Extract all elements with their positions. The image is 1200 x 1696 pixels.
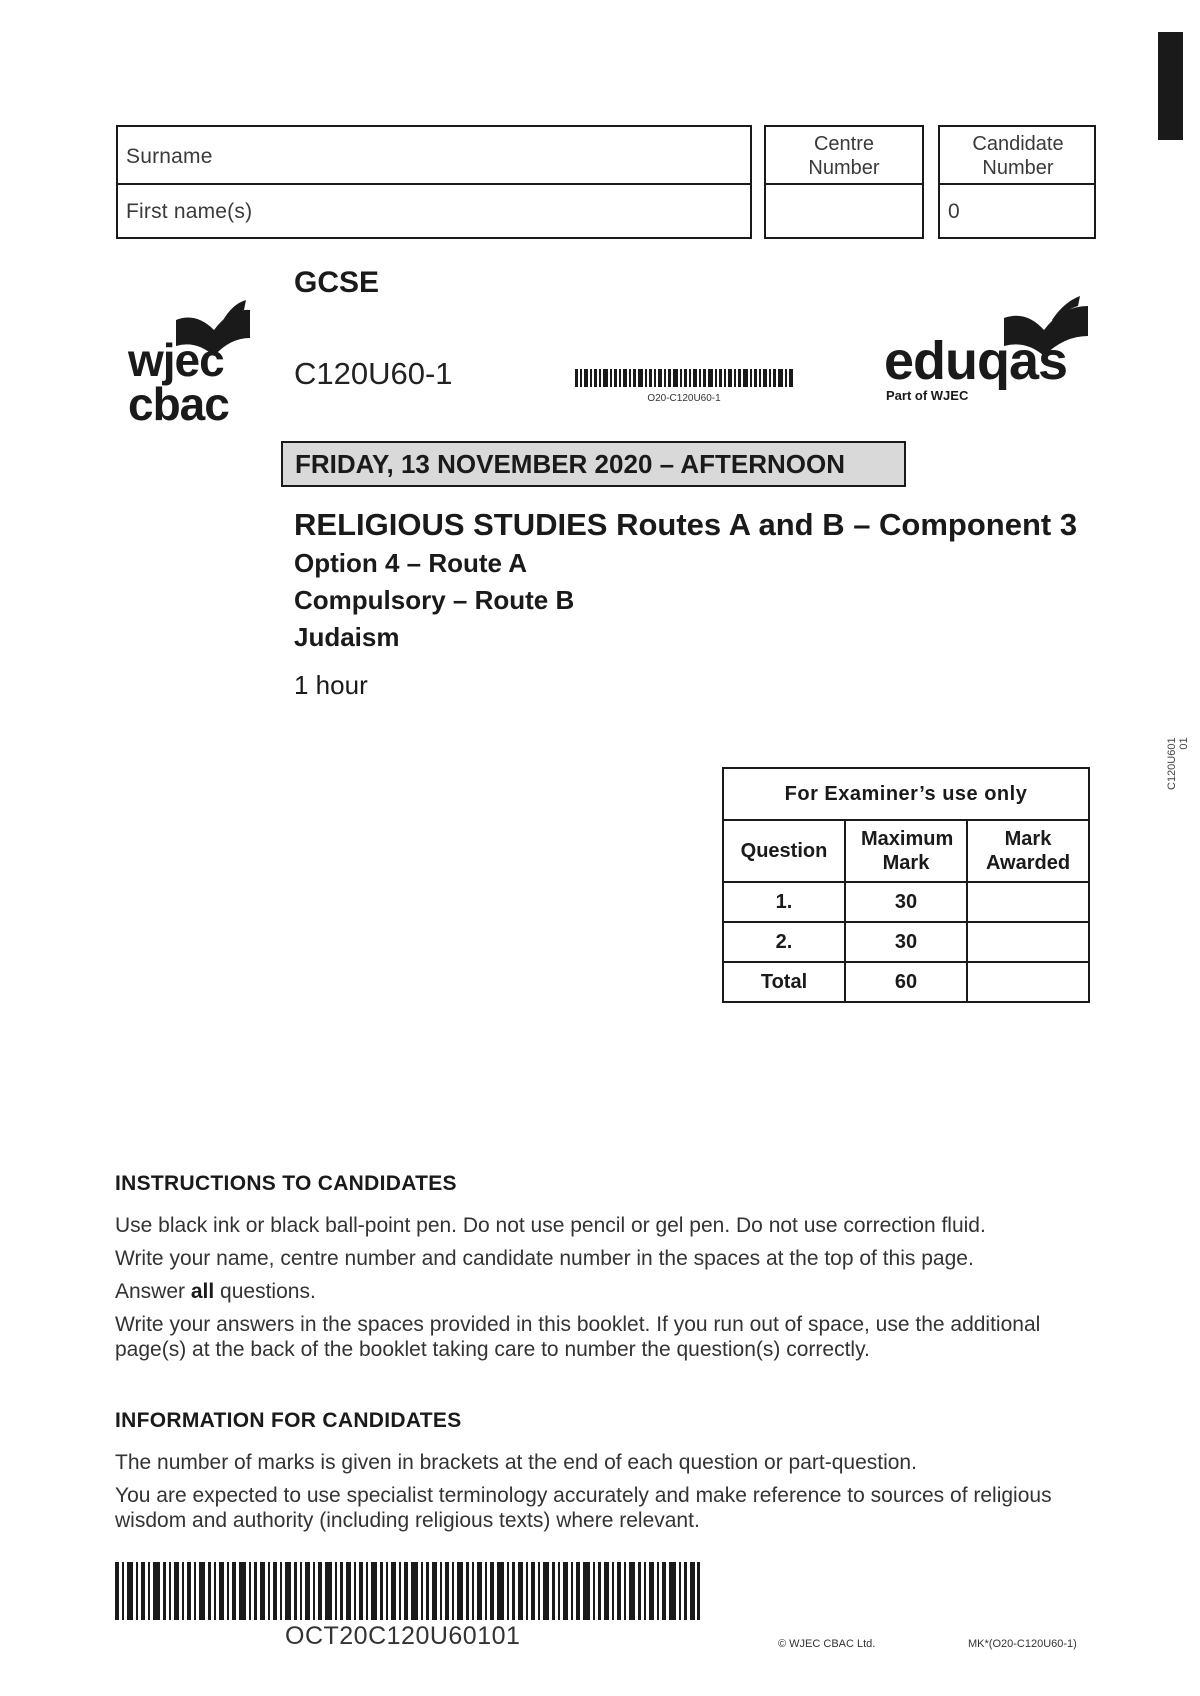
wjec-logo-text: wjec [128,334,224,386]
instruction-line: Use black ink or black ball-point pen. Do not use pencil or gel pen. Do not use correction fluid. [115,1214,986,1237]
maximum-mark: 30 [845,922,967,962]
surname-field[interactable] [116,125,752,185]
table-row-total [723,962,1089,1002]
exam-date-banner: FRIDAY, 13 NOVEMBER 2020 – AFTERNOON [281,441,906,487]
candidate-number-value: 0 [948,200,960,223]
centre-number-header [764,125,924,185]
eduqas-logo [884,296,1094,406]
exam-option: Option 4 – Route A [294,548,528,578]
maximum-mark: 30 [845,882,967,922]
instruction-line: Write your answers in the spaces provided in this booklet. If you run out of space, use the additional page(s) at the back of the booklet taking care to number the question(s) correctly. [115,1313,1041,1361]
surname-label: Surname [126,145,213,168]
question-number: 2. [723,922,845,962]
mark-awarded-cell[interactable] [967,922,1089,962]
instruction-text: Answer [115,1280,191,1303]
instruction-line [115,1279,1105,1304]
side-code-line-1: C120U601 [1166,737,1178,790]
information-line: You are expected to use specialist terminology accurately and make reference to sources of religious wisdom and authority (including religious texts) where relevant. [115,1484,1052,1532]
column-header-maximum-mark: Maximum Mark [845,820,967,882]
page-edge-marker [1158,32,1183,140]
cbac-logo-text: cbac [128,378,229,430]
instruction-emphasis: all [190,1280,215,1303]
first-name-label: First name(s) [126,200,253,223]
paper-code: C120U60-1 [294,356,453,391]
exam-route: Compulsory – Route B [294,585,575,615]
barcode-number: OCT20C120U60101 [285,1622,521,1650]
information-heading: INFORMATION FOR CANDIDATES [115,1409,462,1432]
candidate-number-label: Candidate Number [972,133,1064,179]
examiner-table-title: For Examiner’s use only [723,768,1089,820]
first-name-field[interactable] [116,183,752,239]
total-label: Total [723,962,845,1002]
wjec-cbac-logo [126,298,256,428]
table-row [723,922,1089,962]
centre-number-label: Centre Number [808,133,880,179]
instruction-line: Write your name, centre number and candidate number in the spaces at the top of this page. [115,1247,974,1270]
candidate-number-field[interactable] [938,183,1096,239]
total-maximum-mark: 60 [845,962,967,1002]
table-row [723,882,1089,922]
question-number: 1. [723,882,845,922]
total-mark-awarded-cell[interactable] [967,962,1089,1002]
column-header-mark-awarded: Mark Awarded [967,820,1089,882]
candidate-barcode [115,1562,700,1625]
eduqas-tagline: Part of WJEC [886,388,969,403]
eduqas-logo-text: eduqas [884,331,1068,391]
candidate-number-header [938,125,1096,185]
column-header-question: Question [723,820,845,882]
examiner-marks-table [722,767,1090,1003]
side-code-line-2: 01 [1178,737,1190,750]
paper-reference: MK*(O20-C120U60-1) [968,1638,1077,1650]
centre-number-field[interactable] [764,183,924,239]
barcode-small-graphic [575,369,793,387]
exam-subject: Judaism [294,622,400,652]
barcode-small-text: O20-C120U60-1 [647,393,721,404]
mark-awarded-cell[interactable] [967,882,1089,922]
barcode-graphic [115,1562,700,1620]
side-paper-code [1166,737,1190,790]
copyright-notice: © WJEC CBAC Ltd. [778,1638,876,1650]
paper-barcode [575,369,793,404]
exam-title: RELIGIOUS STUDIES Routes A and B – Component 3 [294,507,1078,542]
information-line: The number of marks is given in brackets at the end of each question or part-question. [115,1451,917,1474]
instruction-text: questions. [214,1280,316,1303]
exam-duration: 1 hour [294,670,368,700]
qualification-level: GCSE [294,266,380,299]
instructions-heading: INSTRUCTIONS TO CANDIDATES [115,1172,457,1195]
